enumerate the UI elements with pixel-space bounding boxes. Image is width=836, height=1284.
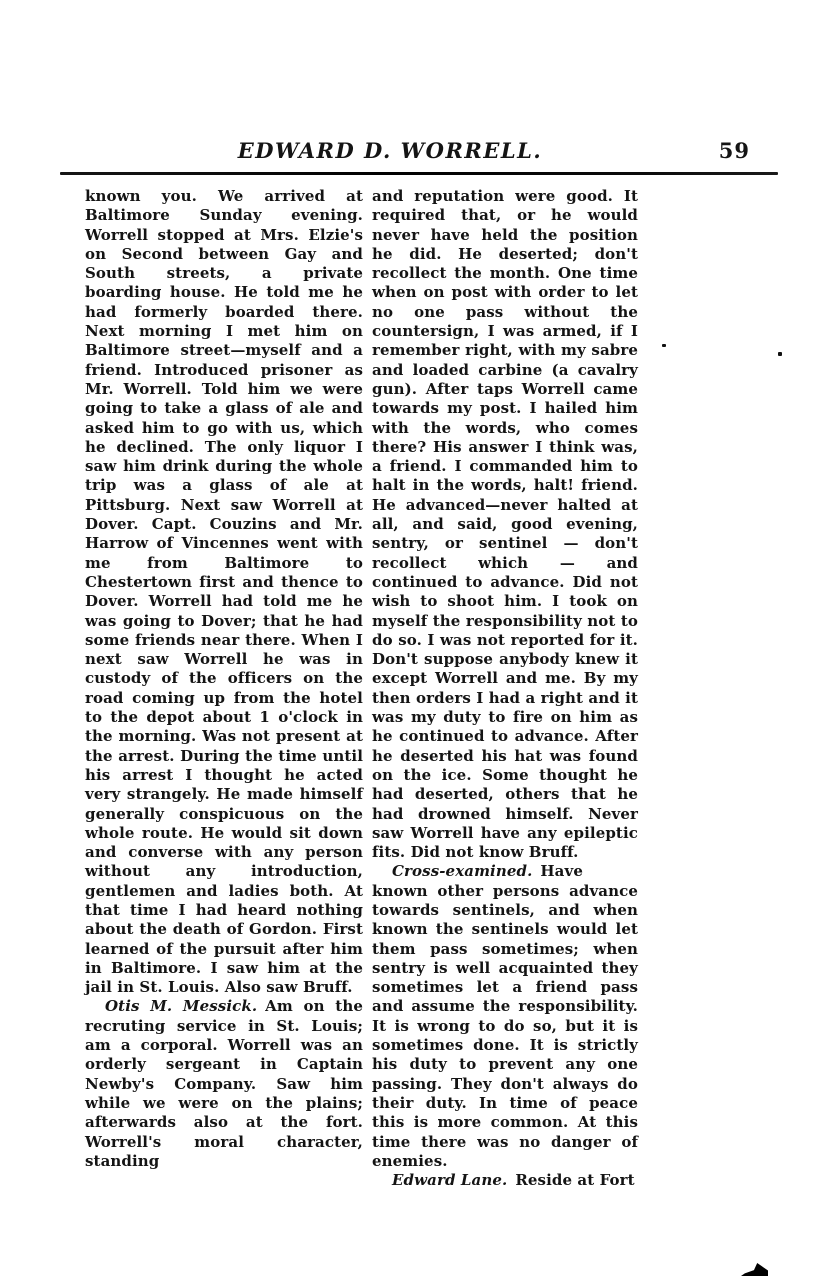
page-number: 59	[718, 138, 750, 163]
page-header	[62, 138, 778, 170]
right-column	[372, 187, 638, 1190]
ink-speck	[778, 352, 782, 356]
paragraph-text: Am on the recruting service in St. Louis; am a corporal. Worrell was an orderly sergeant in Captain Newby's Company. Saw him while we were on the plains; afterwards also at the fort. Worrell's moral character, standing	[85, 997, 363, 1170]
left-column	[85, 187, 363, 1171]
paragraph-text: known you. We arrived at Baltimore Sunday evening. Worrell stopped at Mrs. Elzie's on Second between Gay and South streets, a private boarding house. He told me he had formerly boarded there. Next morning I met him on Baltimore street—myself and a friend. Introduced prisoner as Mr. Worrell. Told him we were going to take a glass of ale and asked him to go with us, which he declined. The only liquor I saw him drink during the whole trip was a glass of ale at Pittsburg. Next saw Worrell at Dover. Capt. Couzins and Mr. Harrow of Vincennes went with me from Baltimore to Chestertown first and thence to Dover. Worrell had told me he was going to Dover; that he had some friends near there. When I next saw Worrell he was in custody of the officers on the road coming up from the hotel to the depot about 1 o'clock in the morning. Was not present at the arrest. During the time until his arrest I thought he acted very strangely. He made himself generally conspicuous on the whole route. He would sit down and converse with any person without any introduction, gentlemen and ladies both. At that time I had heard nothing about the death of Gordon. First learned of the pursuit after him in Baltimore. I saw him at the jail in St. Louis. Also saw Bruff.	[85, 187, 363, 997]
paragraph-continuation	[372, 187, 638, 862]
paragraph-witness-messick	[85, 997, 363, 1171]
ink-speck	[662, 344, 666, 347]
page-title: EDWARD D. WORRELL.	[237, 138, 543, 163]
header-rule	[60, 172, 778, 175]
paragraph-text: and reputation were good. It required that, or he would never have held the position he did. He deserted; don't recollect the month. One time when on post with order to let no one pass without the countersign, I was armed, if I remember right, with my sabre and loaded carbine (a cavalry gun). After taps Worrell came towards my post. I hailed him with the words, who comes there? His answer I think was, a friend. I commanded him to halt in the words, halt! friend. He advanced—never halted at all, and said, good evening, sentry, or sentinel — don't recollect which — and continued to advance. Did not wish to shoot him. I took on myself the responsibility not to do so. I was not reported for it. Don't suppose anybody knew it except Worrell and me. By my then orders I had a right and it was my duty to fire on him as he continued to advance. After he deserted his hat was found on the ice. Some thought he had deserted, others that he had drowned himself. Never saw Worrell have any epileptic fits. Did not know Bruff.	[372, 187, 638, 862]
paragraph-continuation	[85, 187, 363, 997]
paragraph-text: Reside at Fort	[515, 1171, 635, 1190]
paragraph-cross-examined	[372, 862, 638, 1171]
witness-name-lead: Edward Lane.	[392, 1171, 508, 1190]
scan-corner-artifact	[741, 1263, 768, 1276]
witness-name-lead: Otis M. Messick.	[105, 997, 258, 1016]
paragraph-witness-lane	[372, 1171, 638, 1190]
cross-examined-lead: Cross-examined.	[392, 862, 533, 881]
paragraph-text: Have known other persons advance towards sentinels, and when known the sentinels would let them pass sometimes; when sentry is well acquainted they sometimes let a friend pass and assume the responsibility. It is wrong to do so, but it is sometimes done. It is strictly his duty to prevent any one passing. They don't always do their duty. In time of peace this is more common. At this time there was no danger of enemies.	[372, 862, 638, 1170]
